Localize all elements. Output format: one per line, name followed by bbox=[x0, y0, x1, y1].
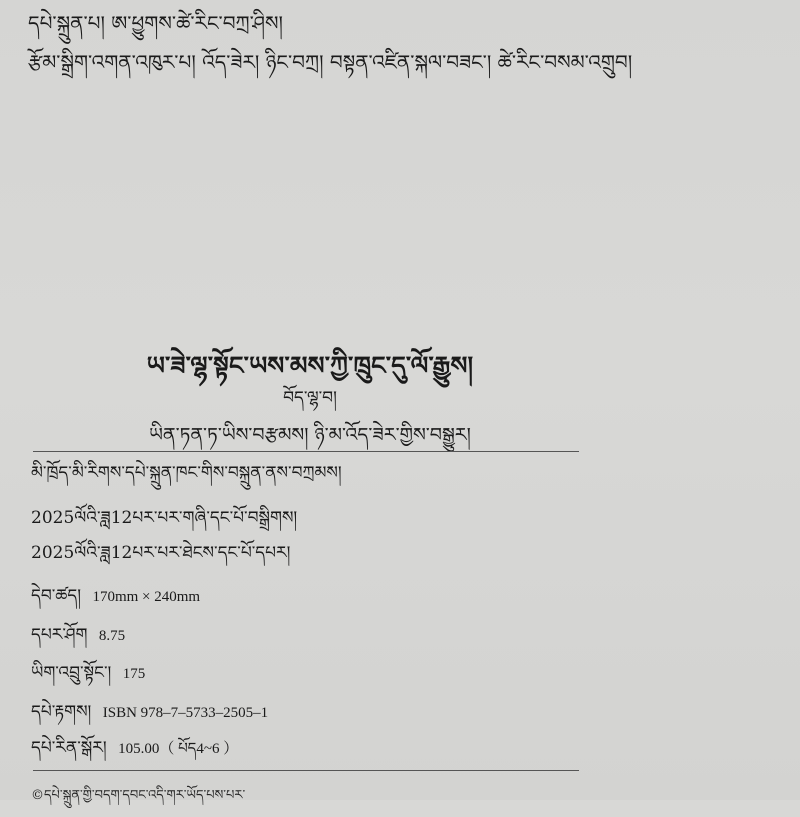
words-row bbox=[31, 665, 591, 682]
author-translator-line: ཡིན་ཏན་ཏ་ཡིས་བརྩམས། ཉི་མ་འོད་ཟེར་གྱིས་བསྒྱུར། bbox=[149, 424, 471, 446]
price-value: 105.00（ པོད4~6 ） bbox=[118, 741, 239, 757]
printing-row bbox=[31, 545, 591, 562]
isbn-value: ISBN 978–7–5733–2505–1 bbox=[102, 705, 269, 721]
sheets-value: 8.75 bbox=[98, 628, 126, 644]
isbn-row bbox=[31, 704, 591, 721]
publisher-row bbox=[31, 465, 591, 482]
words-value: 175 bbox=[122, 666, 146, 682]
publisher-text: མི་ཁྲོད་མི་རིགས་དཔེ་སྐྲུན་ཁང་གིས་བསྐྲུན་ནས་བཀྲམས། bbox=[31, 463, 342, 483]
copyright-notice: ©དཔེ་སྐྲུན་གྱི་བདག་དབང་འདི་གར་ཡོད་པས་པར་ bbox=[31, 788, 246, 803]
sheets-row bbox=[31, 627, 591, 644]
sheets-label: དཔར་ཤོག bbox=[31, 625, 88, 645]
bottom-divider bbox=[33, 770, 579, 771]
size-row bbox=[31, 588, 591, 605]
price-row bbox=[31, 740, 591, 757]
size-value: 170mm × 240mm bbox=[92, 589, 201, 605]
isbn-label: དཔེ་རྟགས། bbox=[31, 702, 92, 722]
publisher-person-line: དཔེ་སྐྲུན་པ། ཨ་ཕྱུགས་ཚེ་རིང་བཀྲ་ཤིས། bbox=[28, 11, 283, 35]
book-subtitle: བོད་ལྷ་བ། bbox=[283, 388, 337, 408]
printing-text: 2025ལོའི་ཟླ12པར་པར་ཐེངས་དང་པོ་དཔར། bbox=[31, 543, 291, 563]
price-label: དཔེ་རིན་སྒོར། bbox=[31, 738, 107, 758]
edition-text: 2025ལོའི་ཟླ12པར་པར་གཞི་དང་པོ་བསྒྲིགས། bbox=[31, 508, 298, 528]
edition-row bbox=[31, 510, 591, 527]
book-title: ཡ་ཟེ་ལྷ་སྟོང་ཡས་མས་ཀྱི་ཁྲུང་དུ་ལོ་རྒྱུས། bbox=[146, 351, 474, 380]
words-label: ཡིག་འབྲུ་སྟོང་། bbox=[31, 663, 112, 683]
size-label: དེབ་ཚད། bbox=[31, 586, 82, 606]
editors-line: རྩོམ་སྒྲིག་འགན་འཁུར་པ། འོད་ཟེར། ཉིང་བཀྲ། བསྟན་འཛིན་སྐལ་བཟང་། ཚེ་རིང་བསམ་འགྲུབ། bbox=[28, 50, 633, 74]
top-divider bbox=[33, 451, 579, 452]
